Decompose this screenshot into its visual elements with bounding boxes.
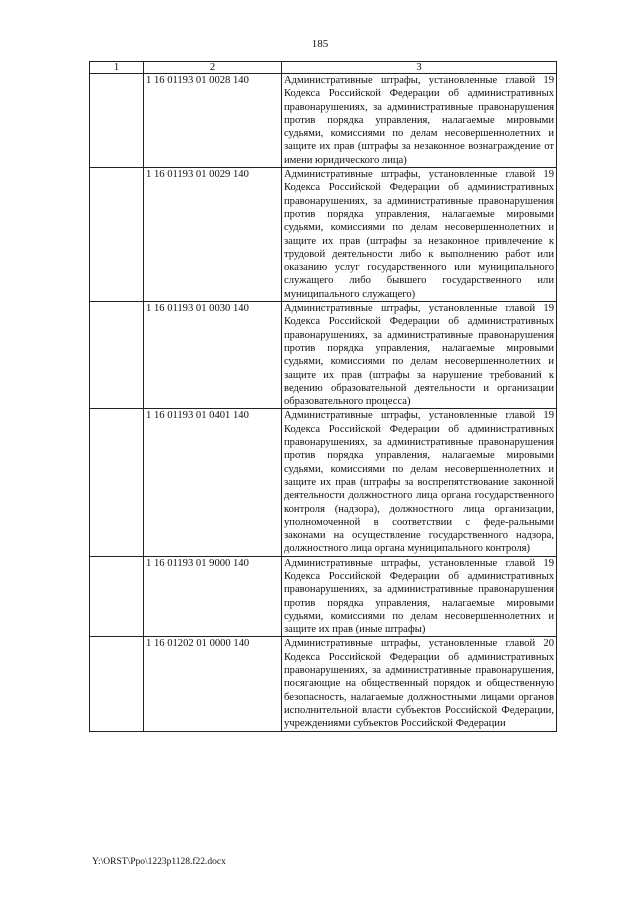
budget-code-cell: 1 16 01193 01 0401 140 <box>144 409 282 556</box>
description-cell: Административные штрафы, установленные главой 19 Кодекса Российской Федерации об административных правонарушениях, за административные правонарушения против порядка управления, налагаемые мировыми судьями, комиссиями по делам несовершеннолетних и защите их прав (штрафы за воспрепятствование законной деятельности должностного лица органа государственного контроля (надзора), должностного лица организации, уполномоченной в соответствии с феде-ральными законами на осуществление государственного надзора, должностного лица органа муниципального контроля) <box>282 409 557 556</box>
row-col1-cell <box>90 74 144 168</box>
description-cell: Административные штрафы, установленные главой 20 Кодекса Российской Федерации об административных правонарушениях, за административные правонарушения, посягающие на общественный порядок и общественную безопасность, налагаемые должностными лицами органов исполнительной власти субъектов Российской Федерации, учреждениями субъектов Российской Федерации <box>282 637 557 731</box>
row-col1-cell <box>90 409 144 556</box>
row-col1-cell <box>90 168 144 302</box>
description-cell: Административные штрафы, установленные главой 19 Кодекса Российской Федерации об административных правонарушениях, за административные правонарушения против порядка управления, налагаемые мировыми судьями, комиссиями по делам несовершеннолетних и защите их прав (штрафы за незаконное привлечение к трудовой деятельности либо к выполнению работ или оказанию услуг государственного или муниципального служащего либо бывшего государственного или муниципального служащего) <box>282 168 557 302</box>
column-header-1: 1 <box>90 62 144 74</box>
description-cell: Административные штрафы, установленные главой 19 Кодекса Российской Федерации об административных правонарушениях, за административные правонарушения против порядка управления, налагаемые мировыми судьями, комиссиями по делам несовершеннолетних и защите их прав (штрафы за нарушение требований к ведению образовательной деятельности и организации образовательного процесса) <box>282 302 557 409</box>
row-col1-cell <box>90 302 144 409</box>
table-row <box>90 168 557 302</box>
description-cell: Административные штрафы, установленные главой 19 Кодекса Российской Федерации об административных правонарушениях, за административные правонарушения против порядка управления, налагаемые мировыми судьями, комиссиями по делам несовершеннолетних и защите их прав (штрафы за незаконное вознаграждение от имени юридического лица) <box>282 74 557 168</box>
table-row <box>90 409 557 556</box>
budget-classification-table <box>89 61 557 732</box>
row-col1-cell <box>90 637 144 731</box>
table-row <box>90 302 557 409</box>
row-col1-cell <box>90 556 144 637</box>
budget-code-cell: 1 16 01193 01 9000 140 <box>144 556 282 637</box>
table-header-row <box>90 62 557 74</box>
file-path-footer: Y:\ORST\Ppo\1223p1128.f22.docx <box>92 857 226 867</box>
description-cell: Административные штрафы, установленные главой 19 Кодекса Российской Федерации об административных правонарушениях, за административные правонарушения против порядка управления, налагаемые мировыми судьями, комиссиями по делам несовершеннолетних и защите их прав (иные штрафы) <box>282 556 557 637</box>
page-number: 185 <box>311 38 329 50</box>
table-row <box>90 74 557 168</box>
column-header-2: 2 <box>144 62 282 74</box>
budget-code-cell: 1 16 01193 01 0029 140 <box>144 168 282 302</box>
table-row <box>90 556 557 637</box>
budget-code-cell: 1 16 01193 01 0030 140 <box>144 302 282 409</box>
budget-code-cell: 1 16 01193 01 0028 140 <box>144 74 282 168</box>
budget-code-cell: 1 16 01202 01 0000 140 <box>144 637 282 731</box>
table-row <box>90 637 557 731</box>
column-header-3: 3 <box>282 62 557 74</box>
